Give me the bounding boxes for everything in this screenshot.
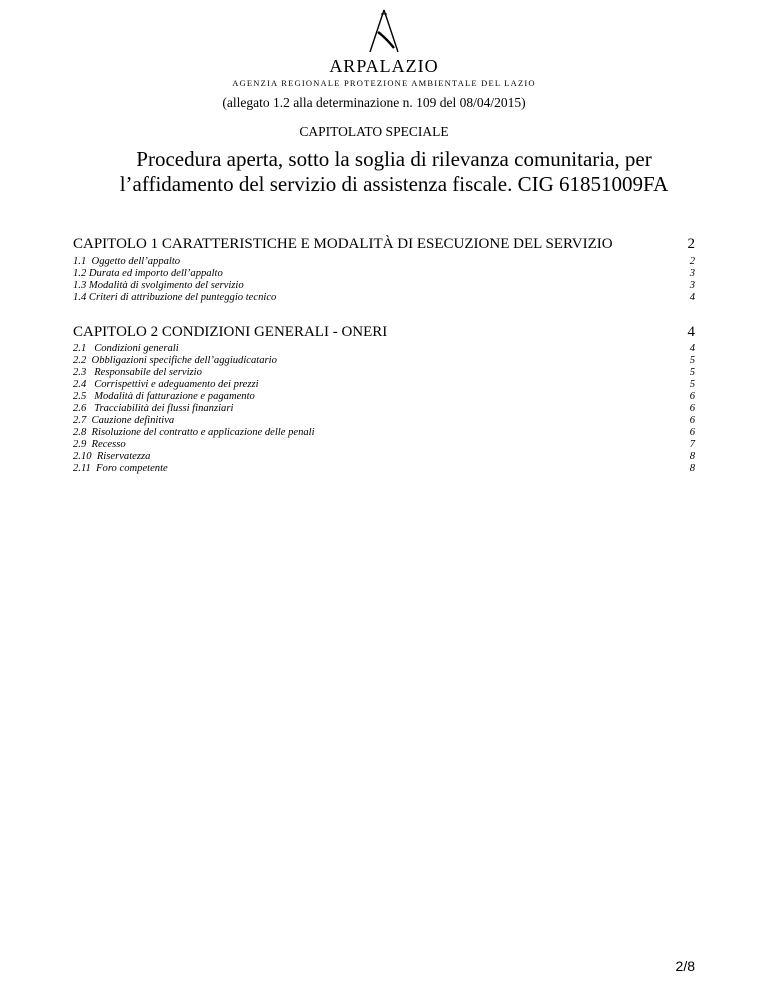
toc-chapter-2-entries [73, 343, 695, 475]
toc-entry-label: 2.10 Riservatezza [73, 451, 151, 462]
toc-entry[interactable] [73, 343, 695, 355]
toc-entry-page: 6 [689, 415, 695, 426]
toc-entry-page: 5 [689, 367, 695, 378]
toc-entry-page: 2 [689, 256, 695, 267]
toc-entry-page: 8 [689, 463, 695, 474]
toc-entry-page: 4 [689, 343, 695, 354]
page-indicator: 2/8 [675, 958, 695, 974]
toc-entry-label: 2.7 Cauzione definitiva [73, 415, 175, 426]
toc-entry-label: 1.4 Criteri di attribuzione del punteggio tecnico [73, 292, 277, 303]
toc-entry-page: 6 [689, 391, 695, 402]
toc-entry[interactable] [73, 415, 695, 427]
toc-entry-label: 2.2 Obbligazioni specifiche dell’aggiudicatario [73, 355, 277, 366]
toc-entry-page: 3 [689, 268, 695, 279]
toc-entry-label: 2.6 Tracciabilità dei flussi finanziari [73, 403, 234, 414]
agency-name: AGENZIA REGIONALE PROTEZIONE AMBIENTALE DEL LAZIO [232, 78, 536, 88]
arpalazio-logo-icon [364, 8, 404, 56]
toc-entry-label: 1.1 Oggetto dell’appalto [73, 256, 181, 267]
toc-entry-page: 3 [689, 280, 695, 291]
toc-entry-page: 6 [689, 427, 695, 438]
toc-chapter-1-title: CAPITOLO 1 CARATTERISTICHE E MODALITÀ DI ESECUZIONE DEL SERVIZIO [73, 236, 613, 252]
toc-entry-label: 2.9 Recesso [73, 439, 126, 450]
toc-entry[interactable] [73, 292, 695, 304]
toc-entry[interactable] [73, 427, 695, 439]
toc-entry[interactable] [73, 355, 695, 367]
toc-entry-label: 2.11 Foro competente [73, 463, 168, 474]
toc-chapter-2-title: CAPITOLO 2 CONDIZIONI GENERALI - ONERI [73, 324, 388, 340]
toc-entry-label: 1.3 Modalità di svolgimento del servizio [73, 280, 244, 291]
toc-entry[interactable] [73, 463, 695, 475]
toc-chapter-2[interactable] [73, 324, 695, 341]
toc-chapter-1-page: 2 [687, 236, 695, 252]
toc-entry[interactable] [73, 367, 695, 379]
toc-chapter-1[interactable] [73, 236, 695, 253]
toc-entry-page: 5 [689, 355, 695, 366]
title-line-1: Procedura aperta, sotto la soglia di rilevanza comunitaria, per [136, 147, 652, 171]
toc-entry-page: 5 [689, 379, 695, 390]
document-title [40, 147, 748, 197]
document-type: CAPITOLATO SPECIALE [299, 124, 449, 139]
toc-entry[interactable] [73, 451, 695, 463]
title-line-2: l’affidamento del servizio di assistenza fiscale. CIG 61851009FA [119, 172, 669, 196]
brand-name: ARPALAZIO [329, 56, 439, 76]
toc-entry[interactable] [73, 379, 695, 391]
allegato-reference: (allegato 1.2 alla determinazione n. 109 del 08/04/2015) [222, 95, 526, 110]
arpalazio-logo [0, 8, 768, 56]
toc-entry-label: 1.2 Durata ed importo dell’appalto [73, 268, 223, 279]
toc-entry-page: 7 [689, 439, 695, 450]
toc-entry[interactable] [73, 256, 695, 268]
toc-entry-page: 8 [689, 451, 695, 462]
toc-entry-label: 2.3 Responsabile del servizio [73, 367, 202, 378]
toc-chapter-2-page: 4 [687, 324, 695, 340]
toc-entry-page: 4 [689, 292, 695, 303]
toc-entry[interactable] [73, 280, 695, 292]
toc-entry[interactable] [73, 391, 695, 403]
toc-entry[interactable] [73, 403, 695, 415]
toc-entry-label: 2.4 Corrispettivi e adeguamento dei prezzi [73, 379, 259, 390]
toc-entry-label: 2.1 Condizioni generali [73, 343, 179, 354]
toc-entry[interactable] [73, 268, 695, 280]
toc-entry[interactable] [73, 439, 695, 451]
toc-entry-label: 2.5 Modalità di fatturazione e pagamento [73, 391, 255, 402]
toc-chapter-1-entries [73, 256, 695, 304]
toc-entry-label: 2.8 Risoluzione del contratto e applicazione delle penali [73, 427, 315, 438]
toc-entry-page: 6 [689, 403, 695, 414]
